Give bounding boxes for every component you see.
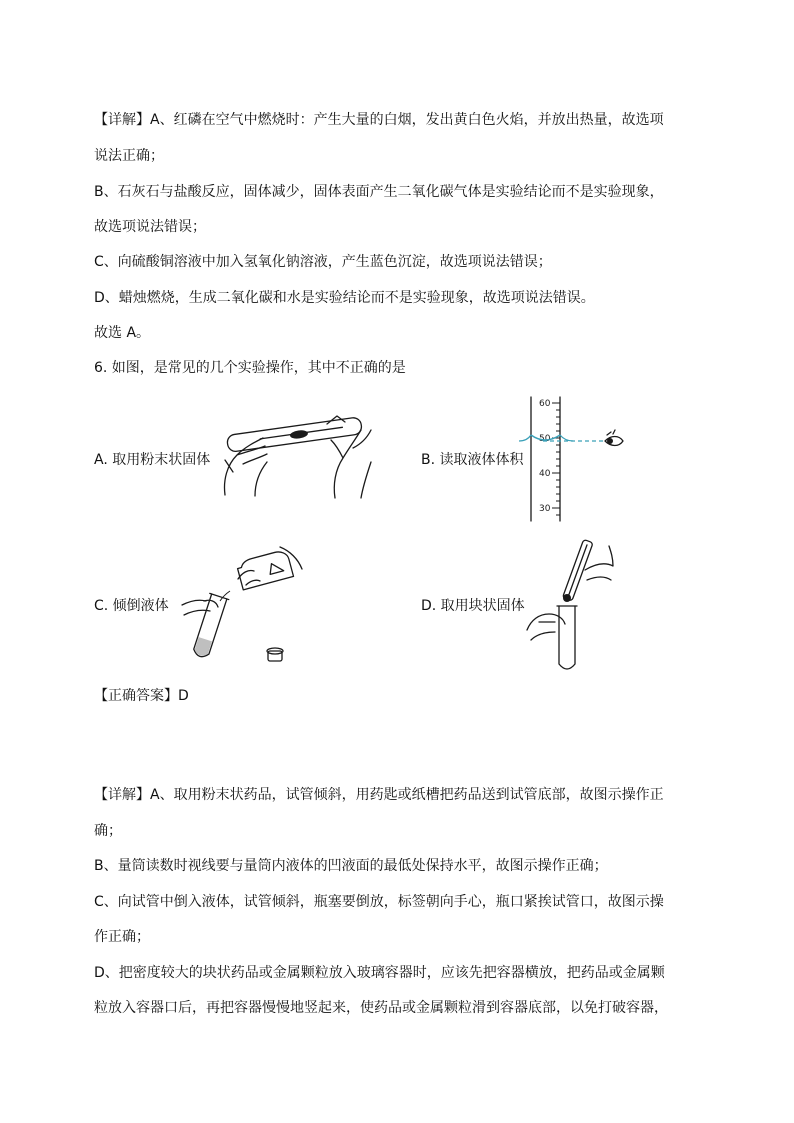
explanation-1-line-1: 【详解】A、红磷在空气中燃烧时：产生大量的白烟，发出黄白色火焰，并放出热量，故选项 xyxy=(94,112,664,128)
question-6-stem: 6. 如图，是常见的几个实验操作，其中不正确的是 xyxy=(94,360,406,376)
cylinder-tick-60: 60 xyxy=(539,399,551,409)
option-d-figure xyxy=(525,540,625,675)
explanation-1-line-6: D、蜡烛燃烧，生成二氧化碳和水是实验结论而不是实验现象，故选项说法错误。 xyxy=(94,290,595,306)
explanation-1-line-4: 故选项说法错误； xyxy=(94,219,206,235)
explanation-2-line-6: D、把密度较大的块状药品或金属颗粒放入玻璃容器时，应该先把容器横放，把药品或金属颗 xyxy=(94,965,665,981)
option-d-label: D. 取用块状固体 xyxy=(421,598,525,614)
explanation-2-line-2: 确； xyxy=(94,823,122,839)
stopper xyxy=(267,648,283,661)
explanation-1-line-3: B、石灰石与盐酸反应，固体减少，固体表面产生二氧化碳气体是实验结论而不是实验现象， xyxy=(94,184,664,200)
explanation-1-line-2: 说法正确； xyxy=(94,148,164,164)
option-a-figure xyxy=(215,400,380,500)
answer: 【正确答案】D xyxy=(94,688,189,704)
option-b-figure xyxy=(525,395,635,525)
explanation-2-line-3: B、量筒读数时视线要与量筒内液体的凹液面的最低处保持水平，故图示操作正确； xyxy=(94,858,608,874)
explanation-1-line-5: C、向硫酸铜溶液中加入氢氧化钠溶液，产生蓝色沉淀，故选项说法错误； xyxy=(94,254,552,270)
explanation-2-line-4: C、向试管中倒入液体，试管倾斜，瓶塞要倒放，标签朝向手心，瓶口紧挨试管口，故图示操 xyxy=(94,894,664,910)
option-c-label: C. 倾倒液体 xyxy=(94,598,169,614)
cylinder-tick-50: 50 xyxy=(539,434,551,444)
explanation-2-line-5: 作正确； xyxy=(94,929,150,945)
explanation-1-line-7: 故选 A。 xyxy=(94,325,151,341)
cylinder-tick-40: 40 xyxy=(539,469,551,479)
cylinder-tick-30: 30 xyxy=(539,504,551,514)
option-b-label: B. 读取液体体积 xyxy=(421,452,524,468)
option-a-label: A. 取用粉末状固体 xyxy=(94,452,211,468)
option-c-figure xyxy=(180,545,305,670)
explanation-2-line-1: 【详解】A、取用粉末状药品，试管倾斜，用药匙或纸槽把药品送到试管底部，故图示操作正 xyxy=(94,787,664,803)
explanation-2-line-7: 粒放入容器口后，再把容器慢慢地竖起来，使药品或金属颗粒滑到容器底部，以免打破容器， xyxy=(94,1000,668,1016)
eye-icon xyxy=(605,430,623,446)
